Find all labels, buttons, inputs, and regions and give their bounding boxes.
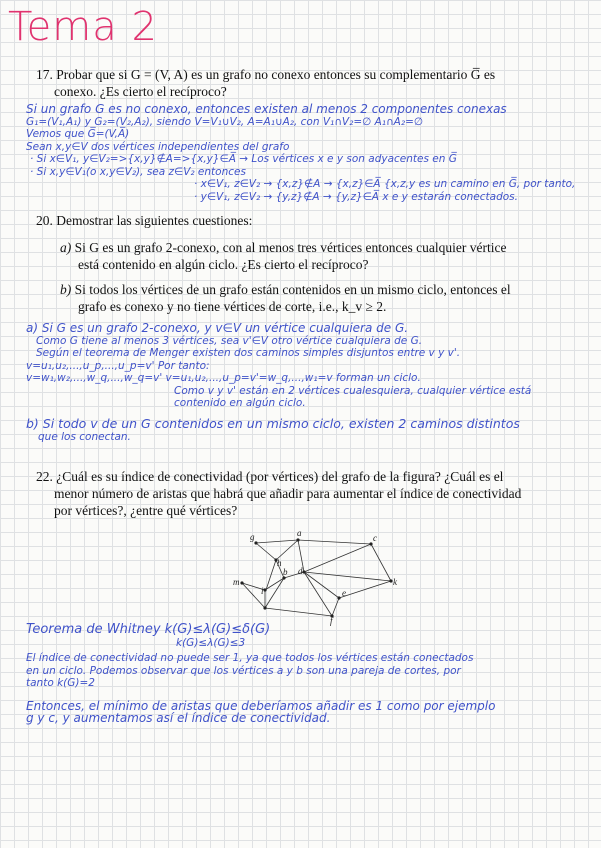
answer-line: v=w₁,w₂,...,w_q,...,w_q=v' v=u₁,u₂,...,u_p=v'=w_q,...,w₁=v forman un ciclo.	[26, 372, 421, 384]
item-b-text: Si todos los vértices de un grafo están contenidos en un mismo ciclo, entonces el	[74, 282, 511, 297]
problem-number: 22.	[36, 469, 53, 484]
answer-line: Si un grafo G es no conexo, entonces existen al menos 2 componentes conexas	[26, 102, 507, 116]
answer-line: G₁=(V₁,A₁) y G₂=(V₂,A₂), siendo V=V₁∪V₂, A=A₁∪A₂, con V₁∩V₂=∅ A₁∩A₂=∅	[26, 115, 424, 128]
vertex-m	[240, 581, 243, 584]
answer-line: Como G tiene al menos 3 vértices, sea v'∈V otro vértice cualquiera de G.	[36, 334, 423, 347]
answer-line: · Si x,y∈V₁(o x,y∈V₂), sea z∈V₂ entonces	[30, 165, 246, 178]
answer-line: Teorema de Whitney k(G)≤λ(G)≤δ(G)	[26, 622, 271, 637]
vertex-label: a	[297, 528, 302, 538]
vertex-label: f	[330, 616, 333, 626]
answer-20a	[26, 322, 531, 410]
answer-line: · x∈V₁, z∈V₂ → {x,z}∉A → {x,z}∈A̅ {x,z,y es un camino en G̅, por tanto,	[194, 178, 576, 190]
problem-17	[36, 66, 566, 100]
problem-22	[36, 468, 576, 519]
answer-line: g y c, y aumentamos así el índice de conectividad.	[26, 711, 331, 725]
vertex-label: g	[250, 532, 255, 542]
problem-text-line: menor número de aristas que habrá que añadir para aumentar el índice de conectividad	[54, 486, 522, 501]
answer-line: · Si x∈V₁, y∈V₂=>{x,y}∉A=>{x,y}∈A̅ → Los vértices x e y son adyacentes en G̅	[30, 153, 457, 165]
vertex-label: e	[342, 588, 346, 598]
item-b-label: b)	[60, 282, 72, 297]
vertex-d	[302, 570, 305, 573]
answer-line: en un ciclo. Podemos observar que los vértices a y b son una pareja de cortes, por	[26, 664, 461, 677]
answer-line: v=u₁,u₂,...,u_p,...,u_p=v' Por tanto:	[26, 359, 210, 372]
graph-figure	[220, 528, 410, 628]
answer-line: a) Si G es un grafo 2-conexo, y v∈V un vértice cualquiera de G.	[26, 321, 409, 335]
answer-line: Como v y v' están en 2 vértices cualesquiera, cualquier vértice está	[174, 384, 532, 397]
problem-20	[36, 212, 576, 315]
problem-intro: Demostrar las siguientes cuestiones:	[56, 213, 253, 228]
answer-line: El índice de conectividad no puede ser 1, ya que todos los vértices están conectados	[26, 652, 474, 664]
answer-line: contenido en algún ciclo.	[174, 397, 306, 409]
answer-line: b) Si todo v de un G contenidos en un mismo ciclo, existen 2 caminos distintos	[26, 416, 520, 431]
answer-line: Según el teorema de Menger existen dos caminos simples disjuntos entre v y v'.	[36, 347, 461, 359]
vertex-j	[263, 606, 266, 609]
problem-text-line: Probar que si G = (V, A) es un grafo no conexo entonces su complementario G̅ es	[56, 67, 496, 82]
problem-text-line: conexo. ¿Es cierto el recíproco?	[54, 84, 227, 99]
item-a-text: Si G es un grafo 2-conexo, con al menos tres vértices entonces cualquier vértice	[74, 240, 507, 255]
vertex-label: c	[373, 533, 377, 543]
problem-text-line: ¿Cuál es su índice de conectividad (por vértices) del grafo de la figura? ¿Cuál es el	[56, 469, 504, 484]
page-title: Tema 2	[8, 4, 158, 50]
answer-22	[26, 624, 495, 725]
vertex-label: h	[277, 558, 282, 568]
answer-line: Sean x,y∈V dos vértices independientes del grafo	[26, 140, 290, 153]
answer-line: · y∈V₁, z∈V₂ → {y,z}∉A → {y,z}∈A̅ x e y estarán conectados.	[194, 190, 518, 203]
problem-text-line: por vértices?, ¿entre qué vértices?	[54, 503, 238, 518]
problem-number: 20.	[36, 213, 53, 228]
vertex-label: b	[283, 567, 288, 577]
answer-line: tanto k(G)=2	[26, 677, 95, 689]
answer-line: Vemos que G̅=(V,A̅)	[26, 128, 130, 140]
vertex-a	[296, 538, 299, 541]
item-a-label: a)	[60, 240, 72, 255]
vertex-label: m	[233, 577, 240, 587]
item-a-text: está contenido en algún ciclo. ¿Es cierto el recíproco?	[78, 257, 369, 272]
vertex-g	[254, 541, 257, 544]
answer-17	[26, 103, 575, 203]
vertex-i	[263, 588, 266, 591]
answer-line: Entonces, el mínimo de aristas que deberíamos añadir es 1 como por ejemplo	[26, 698, 496, 713]
vertex-e	[337, 596, 340, 599]
answer-line: que los conectan.	[38, 430, 131, 443]
vertex-label: i	[261, 586, 264, 596]
item-b-text: grafo es conexo y no tiene vértices de corte, i.e., k_v ≥ 2.	[78, 299, 387, 314]
problem-number: 17.	[36, 67, 53, 82]
vertex-label: d	[298, 566, 303, 576]
answer-line: k(G)≤λ(G)≤3	[176, 636, 246, 649]
vertex-label: k	[393, 577, 397, 587]
answer-20b	[26, 418, 520, 443]
